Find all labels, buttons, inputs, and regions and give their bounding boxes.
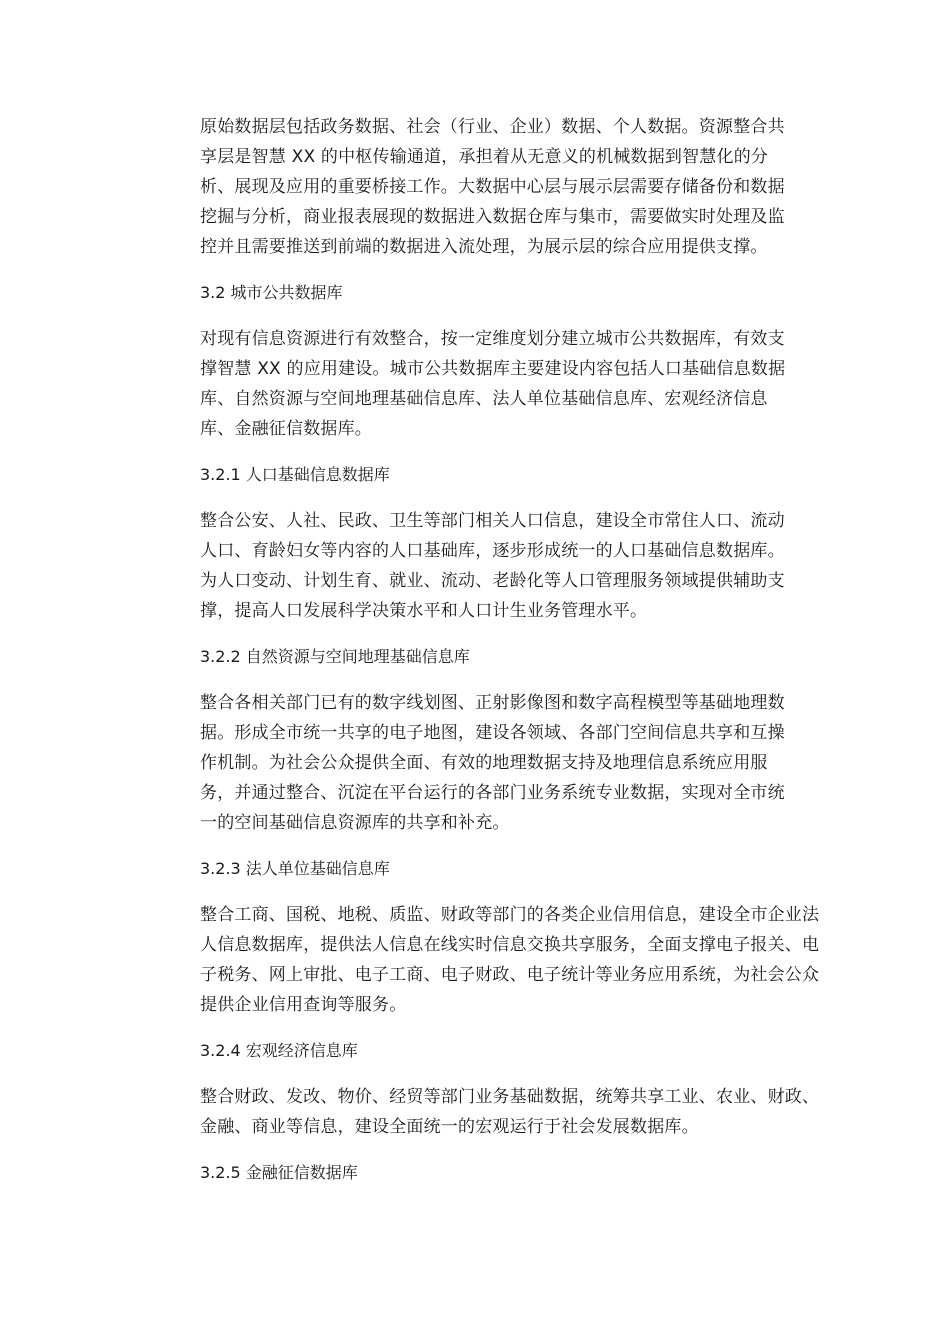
text-line: 库、金融征信数据库。 xyxy=(200,419,372,439)
text-line: 整合各相关部门已有的数字线划图、正射影像图和数字高程模型等基础地理数 xyxy=(200,693,785,713)
text-line: 整合工商、国税、地税、质监、财政等部门的各类企业信用信息，建设全市企业法 xyxy=(200,905,820,925)
section-3-2-5-heading: 3.2.5 金融征信数据库 xyxy=(200,1163,358,1182)
section-3-2-4-heading: 3.2.4 宏观经济信息库 xyxy=(200,1041,358,1060)
section-3-2-2-paragraph xyxy=(200,688,810,838)
section-3-2-heading: 3.2 城市公共数据库 xyxy=(200,283,343,302)
spacer xyxy=(200,1066,810,1082)
text-line: 为人口变动、计划生育、就业、流动、老龄化等人口管理服务领域提供辅助支 xyxy=(200,571,785,591)
text-line: 享层是智慧 XX 的中枢传输通道，承担着从无意义的机械数据到智慧化的分 xyxy=(200,147,769,167)
text-line: 对现有信息资源进行有效整合，按一定维度划分建立城市公共数据库，有效支 xyxy=(200,329,785,349)
text-line: 整合公安、人社、民政、卫生等部门相关人口信息，建设全市常住人口、流动 xyxy=(200,511,785,531)
text-line: 撑智慧 XX 的应用建设。城市公共数据库主要建设内容包括人口基础信息数据 xyxy=(200,359,786,379)
spacer xyxy=(200,1020,810,1036)
section-3-2-1-paragraph xyxy=(200,506,810,626)
document-page xyxy=(200,112,820,1204)
section-3-2-3-heading: 3.2.3 法人单位基础信息库 xyxy=(200,859,390,878)
text-line: 整合财政、发改、物价、经贸等部门业务基础数据，统筹共享工业、农业、财政、 xyxy=(200,1087,820,1107)
text-line: 提供企业信用查询等服务。 xyxy=(200,995,407,1015)
spacer xyxy=(200,626,810,642)
text-line: 挖掘与分析，商业报表展现的数据进入数据仓库与集市，需要做实时处理及监 xyxy=(200,207,785,227)
text-line: 务，并通过整合、沉淀在平台运行的各部门业务系统专业数据，实现对全市统 xyxy=(200,783,785,803)
text-line: 库、自然资源与空间地理基础信息库、法人单位基础信息库、宏观经济信息 xyxy=(200,389,768,409)
text-line: 子税务、网上审批、电子工商、电子财政、电子统计等业务应用系统，为社会公众 xyxy=(200,965,820,985)
text-line: 析、展现及应用的重要桥接工作。大数据中心层与展示层需要存储备份和数据 xyxy=(200,177,785,197)
intro-paragraph xyxy=(200,112,810,262)
spacer xyxy=(200,490,810,506)
text-line: 撑，提高人口发展科学决策水平和人口计生业务管理水平。 xyxy=(200,601,648,621)
text-line: 人信息数据库，提供法人信息在线实时信息交换共享服务，全面支撑电子报关、电 xyxy=(200,935,820,955)
section-3-2-2-heading: 3.2.2 自然资源与空间地理基础信息库 xyxy=(200,647,470,666)
section-3-2-1-heading: 3.2.1 人口基础信息数据库 xyxy=(200,465,390,484)
spacer xyxy=(200,444,810,460)
text-line: 一的空间基础信息资源库的共享和补充。 xyxy=(200,813,510,833)
spacer xyxy=(200,672,810,688)
section-3-2-paragraph xyxy=(200,324,810,444)
text-line: 作机制。为社会公众提供全面、有效的地理数据支持及地理信息系统应用服 xyxy=(200,753,768,773)
spacer xyxy=(200,838,810,854)
section-3-2-4-paragraph xyxy=(200,1082,820,1142)
text-line: 控并且需要推送到前端的数据进入流处理，为展示层的综合应用提供支撑。 xyxy=(200,237,768,257)
section-3-2-3-paragraph xyxy=(200,900,820,1020)
text-line: 人口、育龄妇女等内容的人口基础库，逐步形成统一的人口基础信息数据库。 xyxy=(200,541,785,561)
text-line: 原始数据层包括政务数据、社会（行业、企业）数据、个人数据。资源整合共 xyxy=(200,117,785,137)
spacer xyxy=(200,1142,810,1158)
spacer xyxy=(200,308,810,324)
spacer xyxy=(200,262,810,278)
text-line: 金融、商业等信息，建设全面统一的宏观运行于社会发展数据库。 xyxy=(200,1117,699,1137)
spacer xyxy=(200,884,810,900)
spacer xyxy=(200,1188,810,1204)
text-line: 据。形成全市统一共享的电子地图，建设各领域、各部门空间信息共享和互操 xyxy=(200,723,785,743)
